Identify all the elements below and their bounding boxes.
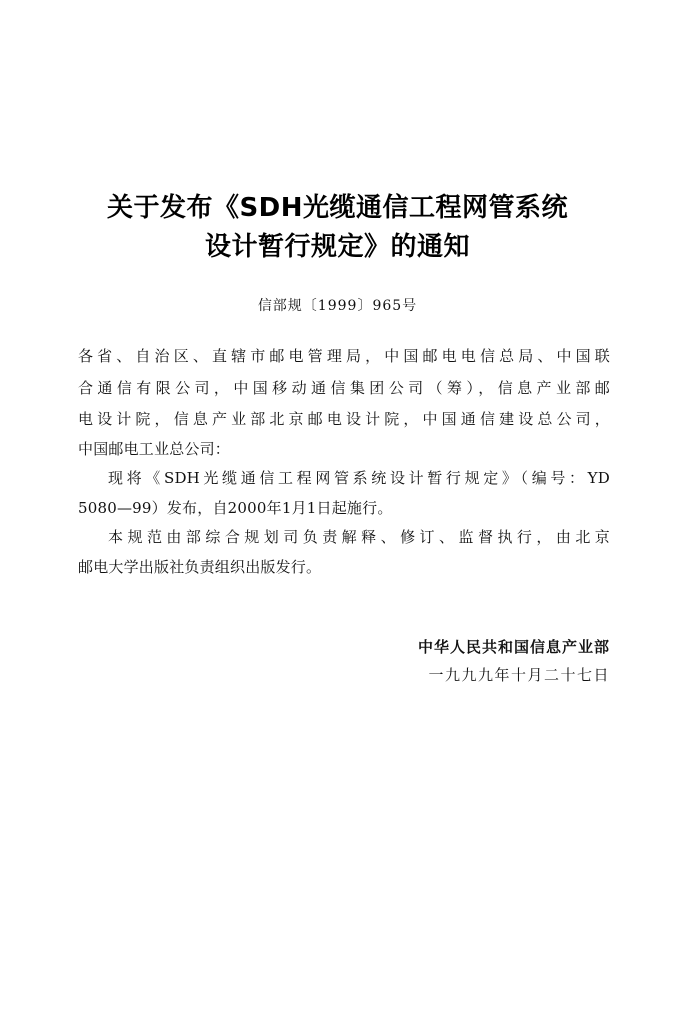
addressee-line-4: 中国邮电工业总公司： <box>78 440 231 458</box>
document-number: 信部规〔1999〕965号 <box>257 298 418 314</box>
para1-line-2: 5080—99）发布，自2000年1月1日起施行。 <box>78 499 393 517</box>
title-line-2: 设计暂行规定》的通知 <box>204 232 470 262</box>
para2-line-2: 邮电大学出版社负责组织出版发行。 <box>78 558 322 576</box>
issuing-organization: 中华人民共和国信息产业部 <box>417 638 610 656</box>
addressee-line-1: 各省、自治区、直辖市邮电管理局，中国邮电电信总局、中国联 <box>78 347 610 365</box>
para2-line-1: 本规范由部综合规划司负责解释、修订、监督执行，由北京 <box>108 528 610 546</box>
para1-line-1: 现将《SDH光缆通信工程网管系统设计暂行规定》（编号：YD <box>108 469 610 487</box>
title-line-1: 关于发布《SDH光缆通信工程网管系统 <box>106 193 569 223</box>
issue-date: 一九九九年十月二十七日 <box>428 666 610 684</box>
addressee-line-2: 合通信有限公司，中国移动通信集团公司（筹），信息产业部邮 <box>78 379 610 397</box>
addressee-line-3: 电设计院，信息产业部北京邮电设计院，中国通信建设总公司， <box>78 410 610 428</box>
